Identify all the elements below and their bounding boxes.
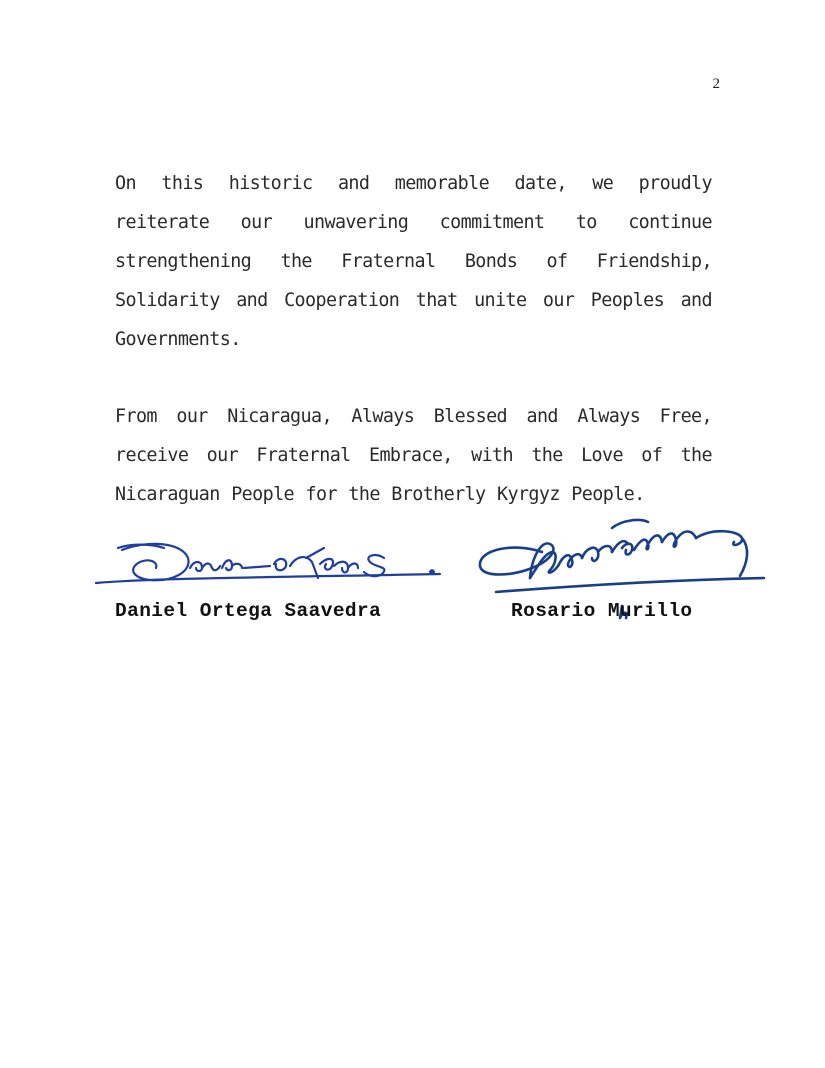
letter-paragraph: From our Nicaragua, Always Blessed and Always Free, receive our Fraternal Embrace, with the Love of the Nicaraguan People for the Brotherly Kyrgyz People. bbox=[115, 406, 712, 505]
signatory-name: Rosario Murillo bbox=[511, 600, 693, 622]
letter-paragraph: On this historic and memorable date, we proudly reiterate our unwavering commitment to continue strengthening the Fraternal Bonds of Friendship, Solidarity and Cooperation that unite our Peoples and Governments. bbox=[115, 173, 712, 350]
page-number: 2 bbox=[712, 76, 720, 92]
signatory-name: Daniel Ortega Saavedra bbox=[115, 600, 382, 622]
signature-ortega bbox=[92, 528, 447, 600]
